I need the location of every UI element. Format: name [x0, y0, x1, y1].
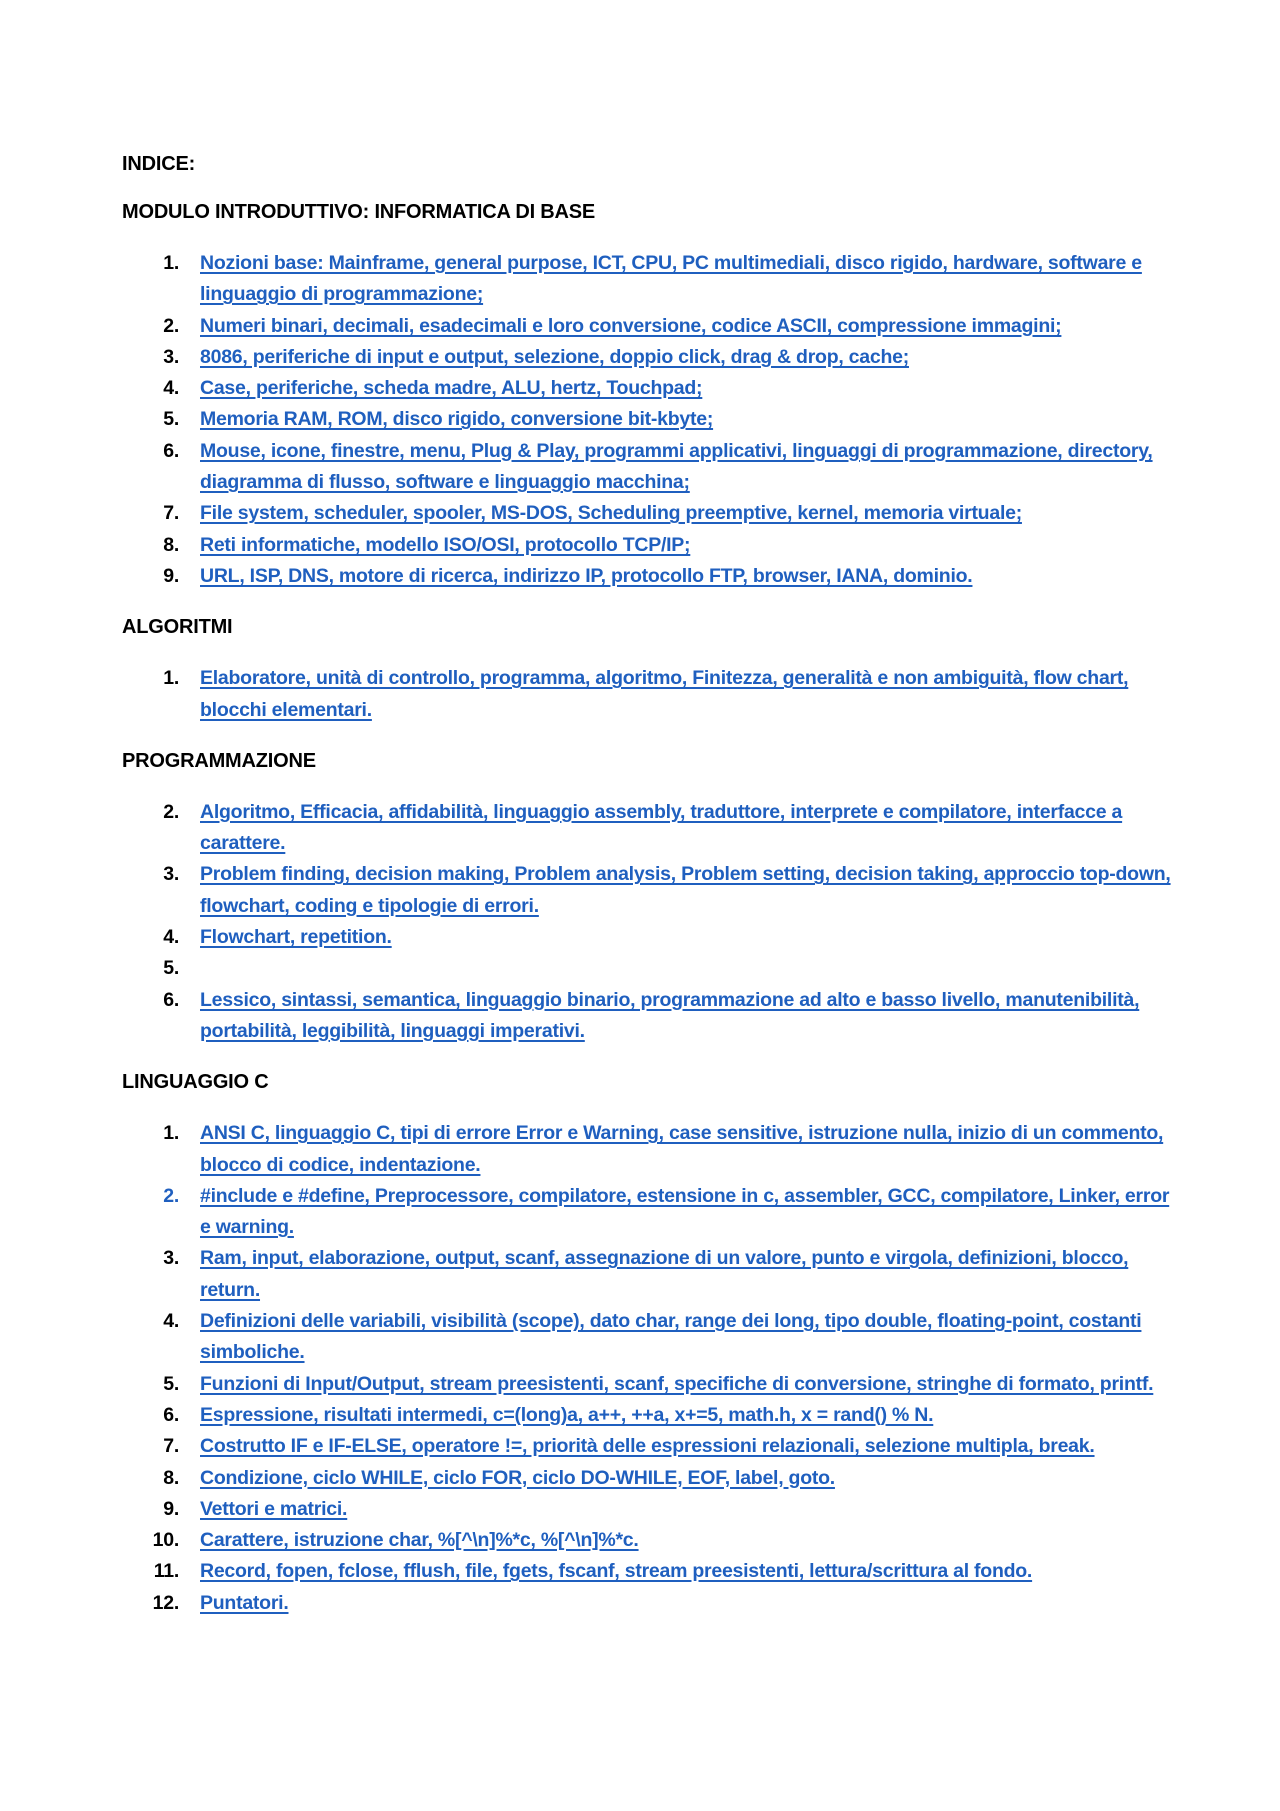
toc-item-number: 8. [163, 533, 179, 556]
toc-item-number: 9. [163, 564, 179, 587]
toc-item-number: 10. [152, 1529, 179, 1552]
toc-item [122, 859, 1182, 922]
toc-item-number: 2. [163, 314, 179, 337]
toc-item [122, 1118, 1182, 1181]
toc-item [122, 530, 1182, 561]
toc-item [122, 663, 1182, 726]
section-heading-linguaggio-c: LINGUAGGIO C [122, 1071, 269, 1094]
toc-item [122, 1494, 1182, 1525]
toc-link[interactable]: Case, periferiche, scheda madre, ALU, hertz, Touchpad; [200, 377, 703, 400]
toc-list-programmazione [122, 797, 1182, 1047]
toc-list-modulo-introduttivo [122, 248, 1182, 592]
toc-link[interactable]: Memoria RAM, ROM, disco rigido, conversione bit-kbyte; [200, 408, 714, 431]
toc-item [122, 561, 1182, 592]
toc-link[interactable]: Nozioni base: Mainframe, general purpose, ICT, CPU, PC multimediali, disco rigido, hardware, software e linguaggio di programmazione; [200, 252, 1142, 306]
toc-item-number: 3. [163, 1247, 179, 1270]
toc-list-linguaggio-c [122, 1118, 1182, 1619]
toc-link[interactable]: Carattere, istruzione char, %[^\n]%*c, %[^\n]%*c. [200, 1529, 639, 1552]
toc-item [122, 1400, 1182, 1431]
toc-link[interactable]: Reti informatiche, modello ISO/OSI, protocollo TCP/IP; [200, 533, 691, 556]
toc-link[interactable]: Espressione, risultati intermedi, c=(long)a, a++, ++a, x+=5, math.h, x = rand() % N. [200, 1403, 934, 1426]
toc-item [122, 1306, 1182, 1369]
toc-link[interactable]: 8086, periferiche di input e output, selezione, doppio click, drag & drop, cache; [200, 345, 909, 368]
toc-link[interactable]: Lessico, sintassi, semantica, linguaggio binario, programmazione ad alto e basso livello, manutenibilità, portabilità, leggibilità, linguaggi imperativi. [200, 988, 1140, 1042]
toc-link[interactable]: Puntatori. [200, 1591, 289, 1614]
document-page [122, 152, 1182, 1642]
toc-item [122, 985, 1182, 1048]
toc-item [122, 1525, 1182, 1556]
toc-item [122, 797, 1182, 860]
toc-link[interactable]: Vettori e matrici. [200, 1497, 348, 1520]
toc-item [122, 436, 1182, 499]
toc-item-number: 4. [163, 926, 179, 949]
toc-item [122, 248, 1182, 311]
toc-item-number: 4. [163, 1310, 179, 1333]
toc-item-number: 2. [163, 1184, 179, 1207]
index-title: INDICE: [122, 153, 196, 175]
toc-item-number: 5. [163, 957, 179, 980]
toc-item [122, 1556, 1182, 1587]
toc-link[interactable]: Condizione, ciclo WHILE, ciclo FOR, ciclo DO-WHILE, EOF, label, goto. [200, 1466, 835, 1489]
toc-item [122, 498, 1182, 529]
toc-link[interactable]: Costrutto IF e IF-ELSE, operatore !=, priorità delle espressioni relazionali, selezione multipla, break. [200, 1435, 1095, 1458]
toc-item-number: 2. [163, 800, 179, 823]
toc-item-number: 4. [163, 377, 179, 400]
toc-item [122, 404, 1182, 435]
toc-item [122, 1463, 1182, 1494]
toc-link[interactable]: Ram, input, elaborazione, output, scanf, assegnazione di un valore, punto e virgola, definizioni, blocco, return. [200, 1247, 1129, 1301]
toc-item [122, 1369, 1182, 1400]
section-heading-modulo-introduttivo: MODULO INTRODUTTIVO: INFORMATICA DI BASE [122, 201, 596, 223]
toc-item-number: 5. [163, 1372, 179, 1395]
toc-item [122, 1243, 1182, 1306]
toc-item-number: 6. [163, 439, 179, 462]
toc-list-algoritmi [122, 663, 1182, 726]
toc-link[interactable]: URL, ISP, DNS, motore di ricerca, indirizzo IP, protocollo FTP, browser, IANA, dominio. [200, 564, 973, 587]
toc-item-number: 8. [163, 1466, 179, 1489]
toc-item-number: 12. [152, 1591, 179, 1614]
toc-item-number: 11. [153, 1560, 179, 1583]
toc-item [122, 311, 1182, 342]
toc-link[interactable]: Problem finding, decision making, Problem analysis, Problem setting, decision taking, approccio top-down, flowchart, coding e tipologie di errori. [200, 863, 1171, 917]
toc-link[interactable]: Funzioni di Input/Output, stream preesistenti, scanf, specifiche di conversione, stringhe di formato, printf. [200, 1372, 1154, 1395]
toc-item-number: 5. [163, 408, 179, 431]
toc-item [122, 373, 1182, 404]
toc-item-number: 3. [163, 863, 179, 886]
toc-item-number: 7. [163, 502, 179, 525]
toc-item [122, 1431, 1182, 1462]
toc-link[interactable]: Algoritmo, Efficacia, affidabilità, linguaggio assembly, traduttore, interprete e compilatore, interfacce a carattere. [200, 800, 1123, 855]
toc-link[interactable]: #include e #define, Preprocessore, compilatore, estensione in c, assembler, GCC, compilatore, Linker, error e warning. [200, 1184, 1170, 1239]
toc-link[interactable]: Mouse, icone, finestre, menu, Plug & Play, programmi applicativi, linguaggi di programmazione, directory, diagramma di flusso, software e linguaggio macchina; [200, 439, 1153, 494]
toc-link[interactable]: Definizioni delle variabili, visibilità (scope), dato char, range dei long, tipo double, floating-point, costanti simboliche. [200, 1310, 1142, 1364]
toc-link[interactable]: Elaboratore, unità di controllo, programma, algoritmo, Finitezza, generalità e non ambiguità, flow chart, blocchi elementari. [200, 667, 1129, 721]
toc-item-number: 6. [163, 988, 179, 1011]
toc-item-number: 9. [163, 1497, 179, 1520]
toc-item [122, 342, 1182, 373]
toc-link[interactable]: Record, fopen, fclose, fflush, file, fgets, fscanf, stream preesistenti, lettura/scrittura al fondo. [200, 1560, 1033, 1583]
toc-item [122, 1588, 1182, 1619]
section-heading-programmazione: PROGRAMMAZIONE [122, 749, 316, 772]
toc-item-number: 1. [163, 1122, 179, 1145]
toc-item [122, 922, 1182, 953]
toc-item-number: 6. [163, 1403, 179, 1426]
toc-item-number: 3. [163, 345, 179, 368]
toc-link[interactable]: Flowchart, repetition. [200, 926, 392, 949]
toc-item [122, 1181, 1182, 1244]
toc-item [122, 953, 1182, 984]
toc-link[interactable]: Numeri binari, decimali, esadecimali e loro conversione, codice ASCII, compressione immagini; [200, 314, 1062, 337]
toc-item-number: 1. [163, 252, 179, 274]
toc-link[interactable]: File system, scheduler, spooler, MS-DOS, Scheduling preemptive, kernel, memoria virtuale; [200, 502, 1022, 525]
section-heading-algoritmi: ALGORITMI [122, 616, 233, 639]
toc-item-number: 7. [163, 1435, 179, 1458]
toc-item-number: 1. [163, 667, 179, 690]
toc-link[interactable]: ANSI C, linguaggio C, tipi di errore Error e Warning, case sensitive, istruzione nulla, inizio di un commento, blocco di codice, indentazione. [200, 1122, 1164, 1176]
